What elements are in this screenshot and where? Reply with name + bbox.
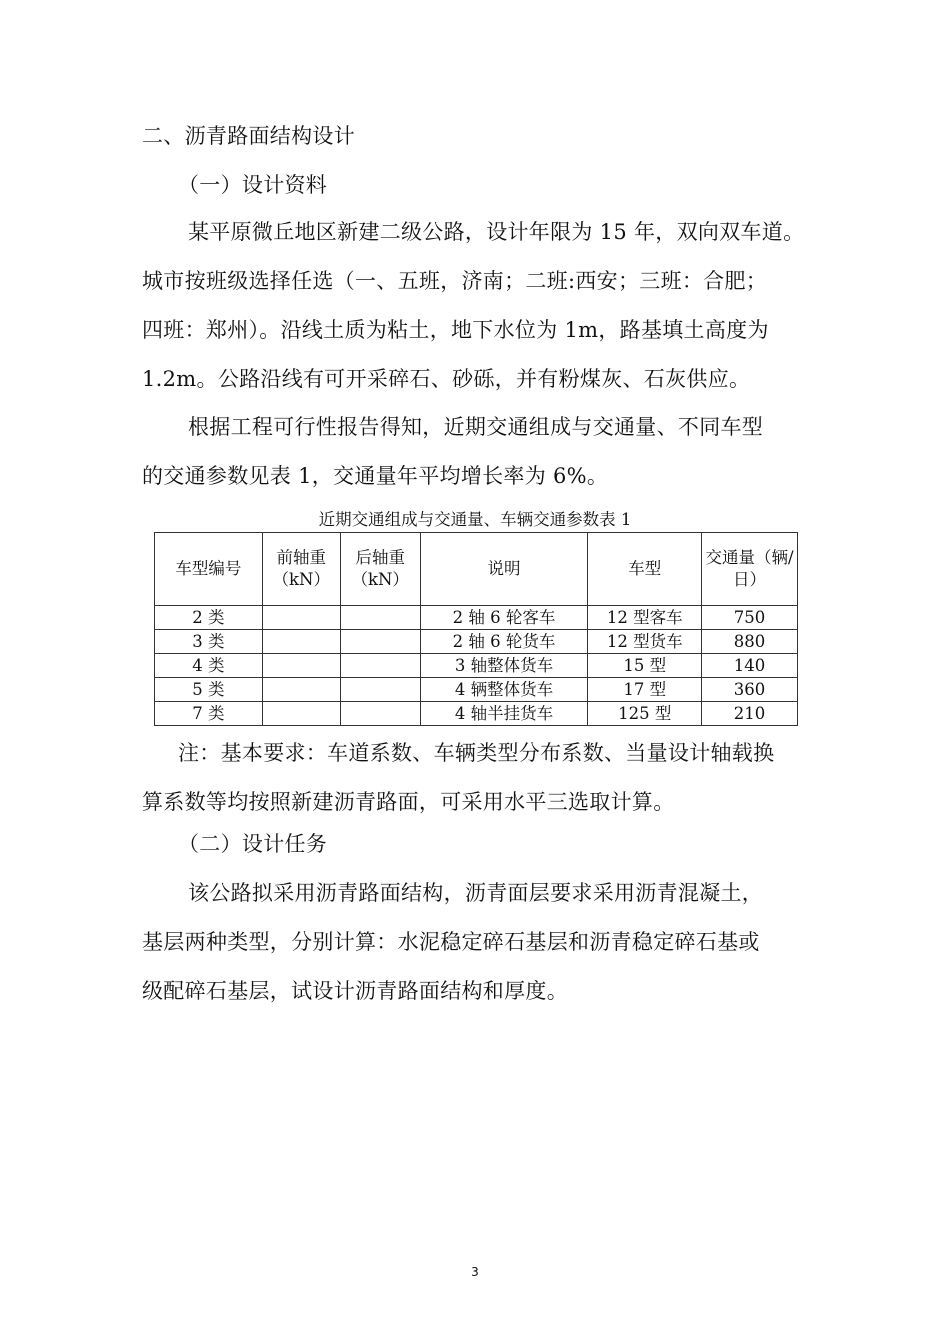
table-row (155, 678, 798, 702)
table-cell: 2 轴 6 轮货车 (420, 630, 588, 654)
table-cell: 15 型 (588, 654, 702, 678)
table-cell: 3 轴整体货车 (420, 654, 588, 678)
subsection-title-tasks: （二）设计任务 (178, 832, 328, 856)
header-cell: 前轴重（kN） (262, 533, 340, 606)
table-cell (340, 702, 420, 726)
table-cell: 125 型 (588, 702, 702, 726)
table-cell: 750 (702, 606, 798, 630)
table-cell: 4 轴半挂货车 (420, 702, 588, 726)
table-cell (262, 654, 340, 678)
table-cell: 360 (702, 678, 798, 702)
table-cell (340, 606, 420, 630)
table-cell (262, 630, 340, 654)
header-cell: 交通量（辆/日） (702, 533, 798, 606)
header-cell: 说明 (420, 533, 588, 606)
paragraph-line: 城市按班级选择任选（一、五班，济南；二班:西安；三班：合肥； (142, 269, 768, 293)
paragraph-line: 的交通参数见表 1，交通量年平均增长率为 6%。 (142, 464, 609, 488)
table-cell (340, 630, 420, 654)
table-cell: 3 类 (155, 630, 263, 654)
subsection-title-materials: （一）设计资料 (178, 173, 328, 197)
page-number: 3 (471, 1265, 479, 1279)
table-cell: 2 轴 6 轮客车 (420, 606, 588, 630)
table-cell: 12 型货车 (588, 630, 702, 654)
paragraph-line: 四班：郑州）。沿线土质为粘土，地下水位为 1m，路基填土高度为 (142, 318, 769, 342)
table-cell (340, 654, 420, 678)
note-line: 算系数等均按照新建沥青路面，可采用水平三选取计算。 (142, 790, 675, 814)
table-cell: 4 辆整体货车 (420, 678, 588, 702)
table-cell: 140 (702, 654, 798, 678)
paragraph-line: 级配碎石基层，试设计沥青路面结构和厚度。 (142, 979, 568, 1003)
header-cell: 车型 (588, 533, 702, 606)
paragraph-line: 某平原微丘地区新建二级公路，设计年限为 15 年，双向双车道。 (188, 220, 805, 244)
table-cell: 4 类 (155, 654, 263, 678)
table-cell: 880 (702, 630, 798, 654)
table-cell (340, 678, 420, 702)
table-row (155, 654, 798, 678)
note-line: 注：基本要求：车道系数、车辆类型分布系数、当量设计轴载换 (178, 741, 775, 765)
table-row (155, 630, 798, 654)
table-cell: 17 型 (588, 678, 702, 702)
table-cell (262, 606, 340, 630)
paragraph-line: 该公路拟采用沥青路面结构，沥青面层要求采用沥青混凝土， (188, 881, 764, 905)
table-row (155, 702, 798, 726)
table-row (155, 606, 798, 630)
table-cell: 12 型客车 (588, 606, 702, 630)
header-cell: 车型编号 (155, 533, 263, 606)
table-caption: 近期交通组成与交通量、车辆交通参数表 1 (318, 510, 632, 529)
table-cell: 210 (702, 702, 798, 726)
paragraph-line: 根据工程可行性报告得知，近期交通组成与交通量、不同车型 (188, 415, 764, 439)
table-cell (262, 702, 340, 726)
table-cell: 7 类 (155, 702, 263, 726)
table-header-row (155, 533, 798, 606)
header-cell: 后轴重（kN） (340, 533, 420, 606)
paragraph-line: 基层两种类型，分别计算：水泥稳定碎石基层和沥青稳定碎石基或 (142, 930, 760, 954)
table-cell: 2 类 (155, 606, 263, 630)
traffic-table (154, 532, 798, 726)
table-cell (262, 678, 340, 702)
table-cell: 5 类 (155, 678, 263, 702)
section-title: 二、沥青路面结构设计 (142, 124, 355, 148)
paragraph-line: 1.2m。公路沿线有可开采碎石、砂砾，并有粉煤灰、石灰供应。 (142, 367, 751, 391)
